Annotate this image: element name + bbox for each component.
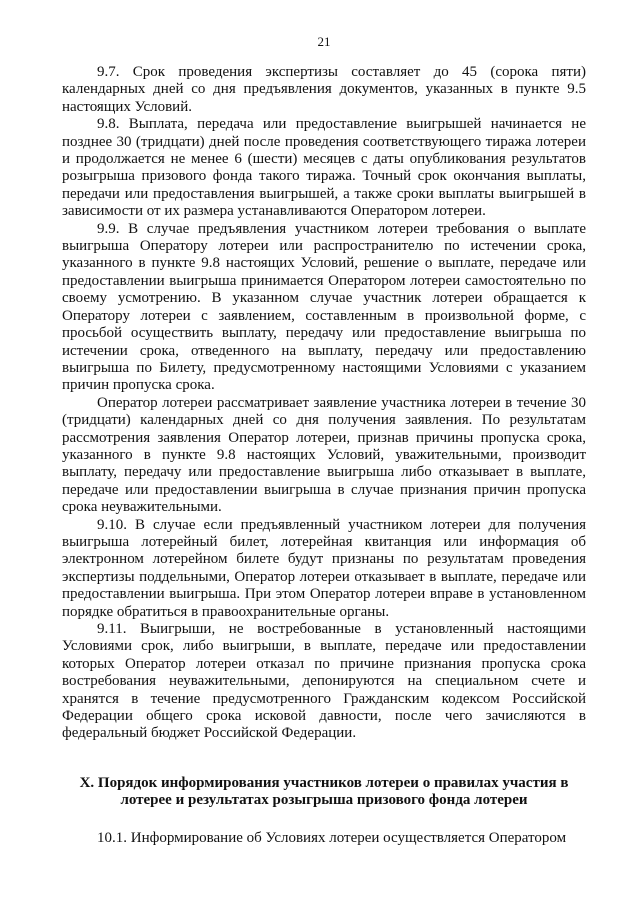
paragraph-9-11: 9.11. Выигрыши, не востребованные в установленный настоящими Условиями срок, либо выигрыши, в выплате, передаче или предоставлении которых Оператор лотереи отказал по причине признания пропуска срока востребования неуважительными, депонируются на специальном счете и хранятся в течение предусмотренного Гражданским кодексом Российской Федерации общего срока исковой давности, после чего зачисляются в федеральный бюджет Российской Федерации. — [62, 621, 586, 742]
paragraph-9-8: 9.8. Выплата, передача или предоставление выигрышей начинается не позднее 30 (тридцати) дней после проведения соответствующего тиража лотереи и продолжается не менее 6 (шести) месяцев с даты опубликования результатов розыгрыша призового фонда такого тиража. Точный срок окончания выплаты, передачи или предоставления выигрышей, а также сроки выплаты выигрышей в зависимости от их размера устанавливаются Оператором лотереи. — [62, 116, 586, 220]
paragraph-9-7: 9.7. Срок проведения экспертизы составляет до 45 (сорока пяти) календарных дней со дня предъявления документов, указанных в пункте 9.5 настоящих Условий. — [62, 64, 586, 115]
paragraph-9-9: 9.9. В случае предъявления участником лотереи требования о выплате выигрыша Оператору лотереи или распространителю по истечении срока, указанного в пункте 9.8 настоящих Условий, решение о выплате, передаче или предоставлении выигрыша принимается Оператором лотереи самостоятельно по своему усмотрению. В указанном случае участник лотереи обращается к Оператору лотереи с заявлением, составленным в произвольной форме, с просьбой осуществить выплату, передачу или предоставление выигрыша по истечении срока, отведенного на выплату, передачу или предоставлению выигрыша по Билету, предусмотренному настоящими Условиями с указанием причин пропуска срока. — [62, 220, 586, 394]
document-page — [62, 34, 586, 847]
paragraph-9-10: 9.10. В случае если предъявленный участником лотереи для получения выигрыша лотерейный билет, лотерейная квитанция или информация об электронном лотерейном билете будут признаны по результатам проведения экспертизы поддельными, Оператор лотереи отказывает в выплате, передаче или предоставлении выигрыша. При этом Оператор лотереи вправе в установленном порядке обратиться в правоохранительные органы. — [62, 516, 586, 620]
paragraph-9-9-continued: Оператор лотереи рассматривает заявление участника лотереи в течение 30 (тридцати) календарных дней со дня получения заявления. По результатам рассмотрения заявления Оператор лотереи, признав причины пропуска срока, указанного в пункте 9.8 настоящих Условий, уважительными, производит выплату, передачу или предоставление выигрыша либо отказывает в выплате, передаче или предоставлении выигрыша в случае признания причин пропуска срока неуважительными. — [62, 394, 586, 516]
page-number: 21 — [317, 34, 331, 49]
paragraph-10-1: 10.1. Информирование об Условиях лотереи осуществляется Оператором — [97, 830, 567, 847]
section-title: X. Порядок информирования участников лотереи о правилах участия в лотерее и результатах розыгрыша призового фонда лотереи — [79, 774, 569, 809]
